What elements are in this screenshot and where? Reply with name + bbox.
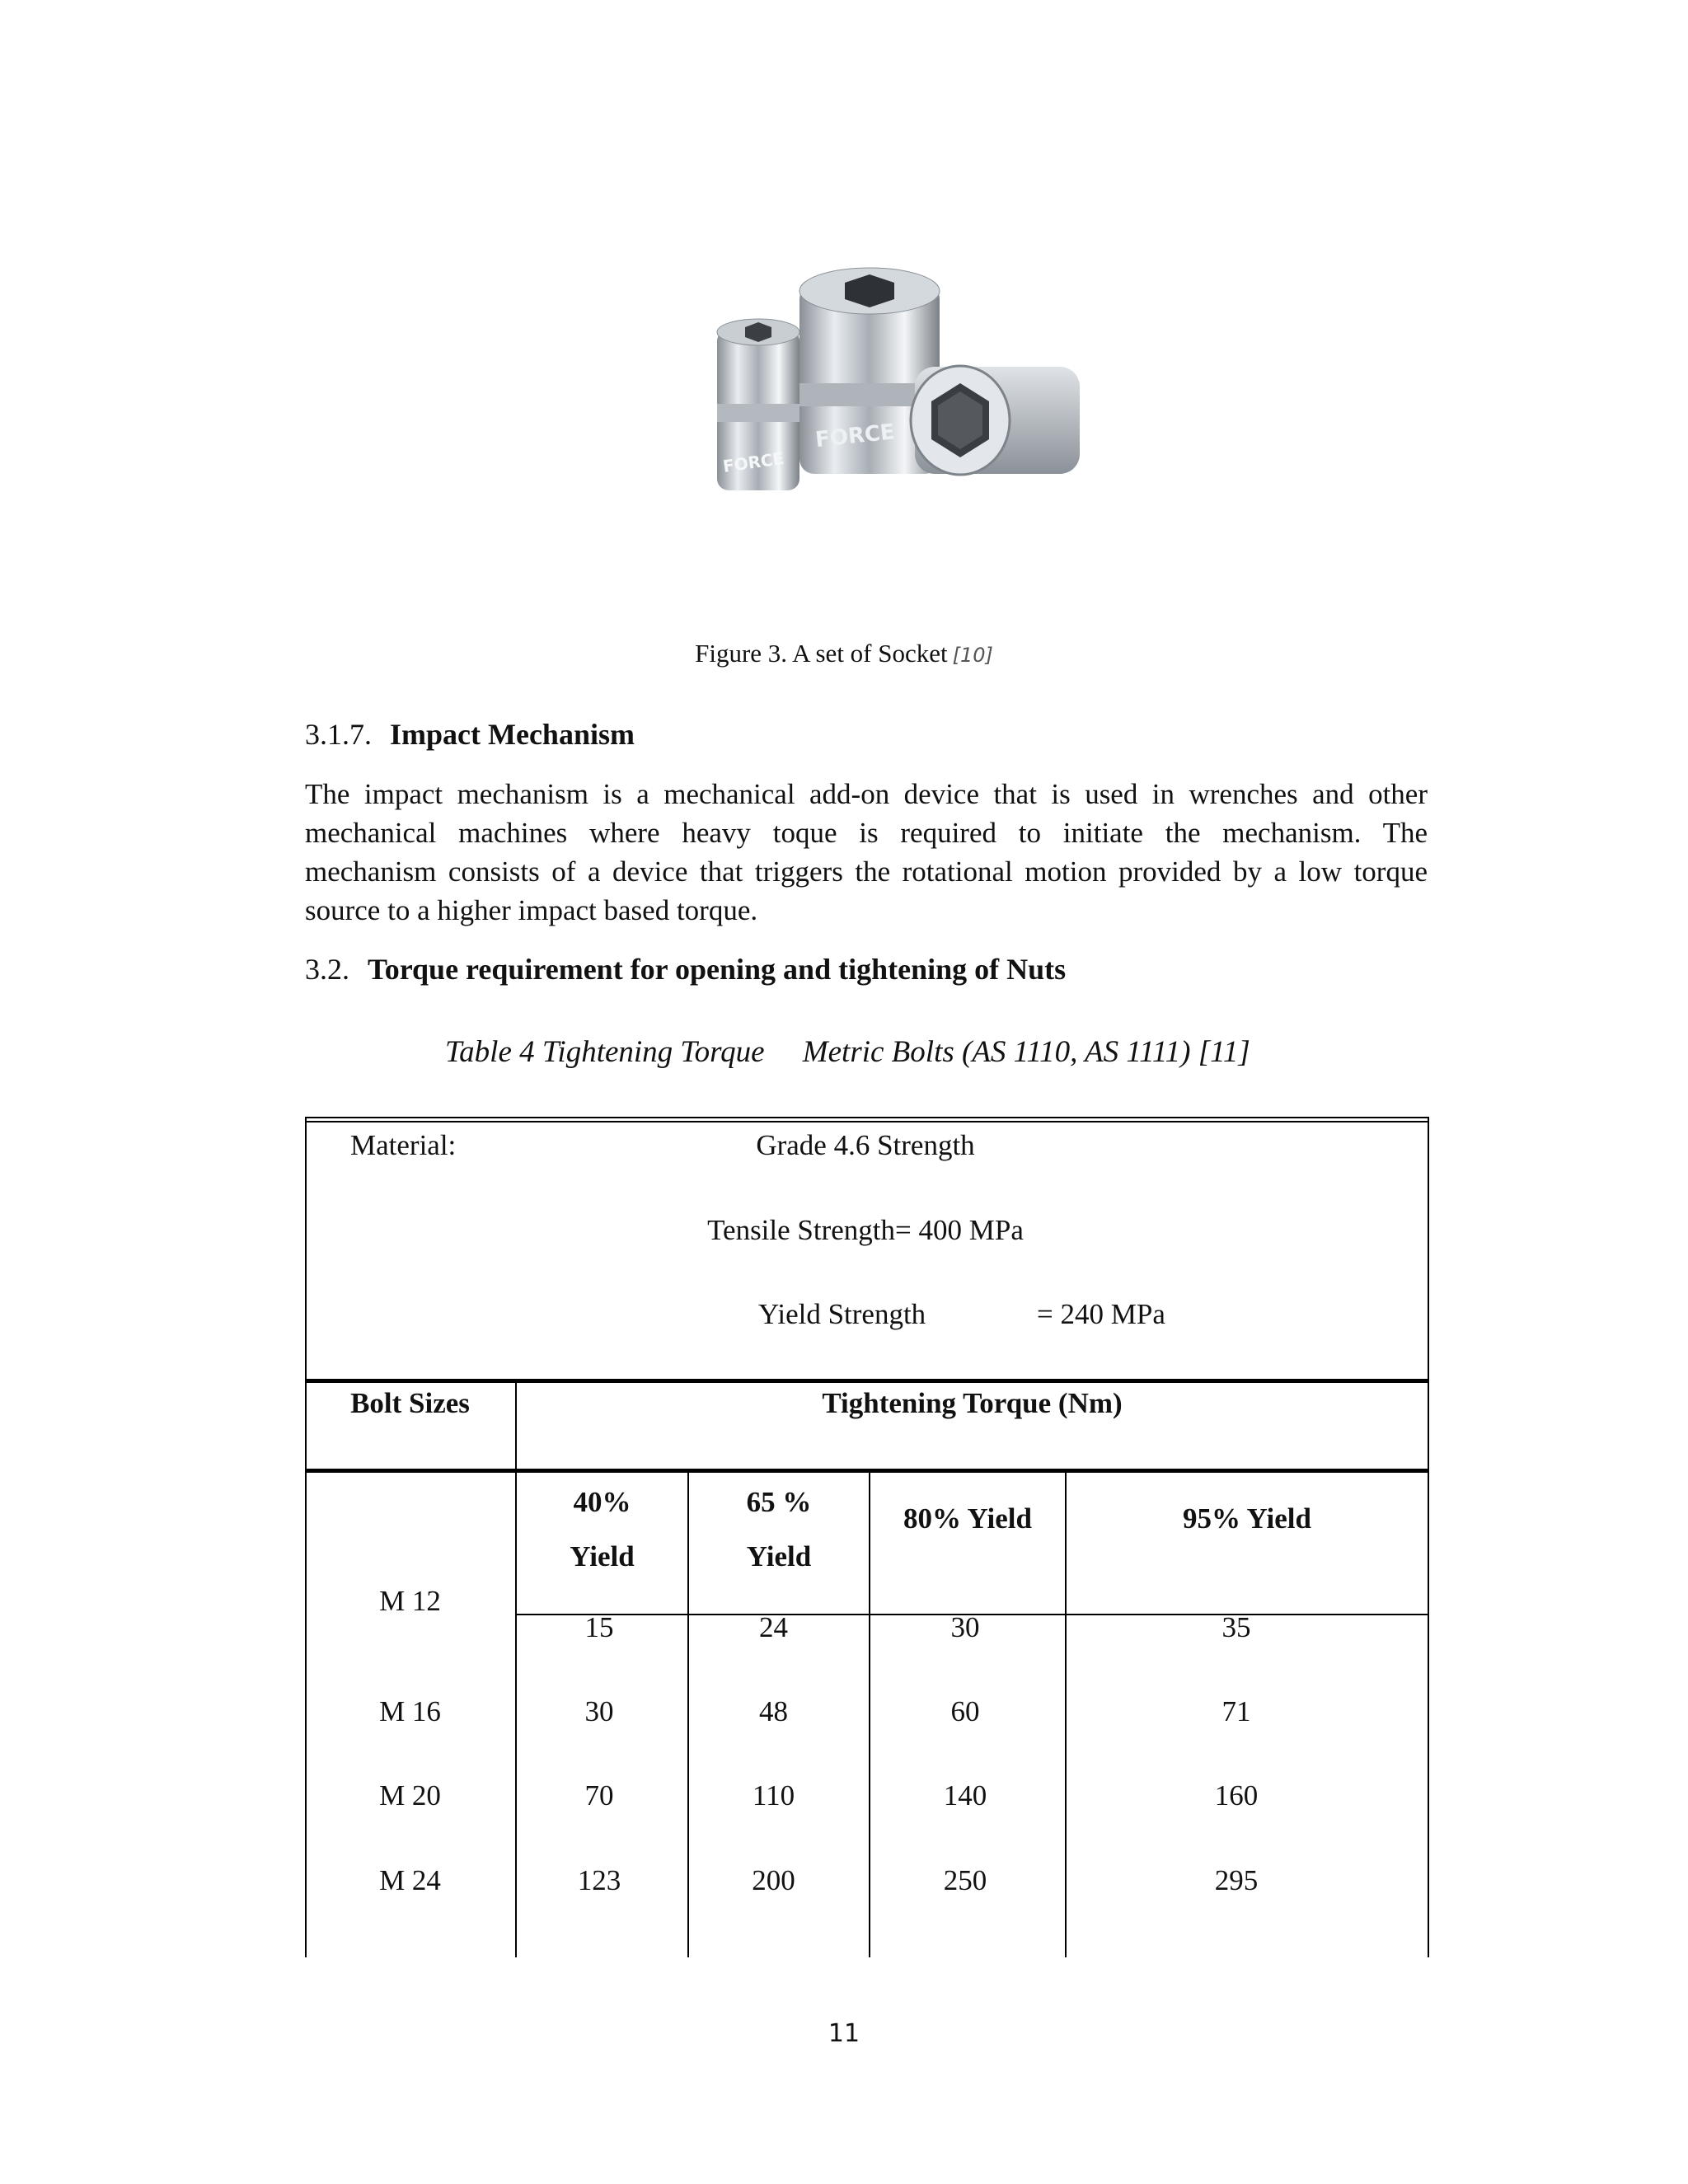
figure-caption-text: Figure 3. A set of Socket	[695, 639, 948, 668]
paragraph-line: mechanism consists of a device that triggers the rotational motion provided by a low torque	[305, 855, 1428, 888]
tensile-strength-text: Tensile Strength= 400 MPa	[707, 1214, 1024, 1246]
paragraph-line: The impact mechanism is a mechanical add-on device that is used in wrenches and other	[305, 778, 1428, 810]
torque-value: 295	[1214, 1864, 1259, 1896]
torque-value: 200	[752, 1864, 795, 1896]
paragraph-line: source to a higher impact based torque.	[305, 894, 758, 926]
yield-strength-value: = 240 MPa	[1037, 1298, 1165, 1330]
section-number: 3.1.7.	[305, 718, 372, 751]
torque-value: 250	[943, 1864, 987, 1896]
large-socket-label: FORCE	[814, 419, 897, 453]
table-rule	[305, 1121, 1429, 1122]
bolt-sizes-header: Bolt Sizes	[350, 1387, 470, 1419]
torque-value: 24	[759, 1611, 788, 1643]
col-header-95-yield: 95% Yield	[1183, 1502, 1311, 1535]
col-header-40-yield	[517, 1475, 687, 1584]
section-heading-3-2	[305, 952, 1066, 987]
col-header-line: Yield	[570, 1540, 635, 1572]
tightening-torque-header: Tightening Torque (Nm)	[822, 1387, 1123, 1419]
torque-value: 35	[1221, 1611, 1251, 1643]
table-rule	[305, 1469, 1429, 1473]
small-socket-label: FORCE	[721, 448, 785, 477]
section-title: Impact Mechanism	[390, 718, 635, 751]
page-number: 11	[828, 2019, 860, 2048]
col-header-line: 65 %	[746, 1486, 812, 1518]
torque-value: 15	[584, 1611, 614, 1643]
torque-value: 48	[759, 1695, 788, 1727]
col-header-80-yield: 80% Yield	[903, 1502, 1032, 1535]
torque-value: 30	[584, 1695, 614, 1727]
torque-value: 123	[577, 1864, 621, 1896]
paragraph-line: mechanical machines where heavy toque is required to initiate the mechanism. The	[305, 817, 1428, 849]
table-caption: Table 4 Tightening Torque Metric Bolts (AS 1110, AS 1111) [11]	[445, 1035, 1250, 1069]
section-number: 3.2.	[305, 953, 349, 986]
col-header-line: Yield	[746, 1540, 812, 1572]
col-header-65-yield	[689, 1475, 869, 1584]
figure-caption-reference: [10]	[952, 644, 993, 667]
grade-text: Grade 4.6 Strength	[756, 1129, 975, 1161]
lying-socket	[911, 366, 1080, 475]
small-socket	[717, 319, 799, 490]
bolt-size-m12: M 12	[379, 1585, 441, 1617]
material-label: Material:	[350, 1129, 457, 1161]
torque-value: 70	[584, 1779, 614, 1811]
torque-value: 110	[752, 1779, 795, 1811]
yield-strength-label: Yield Strength	[758, 1298, 926, 1330]
table-rule	[305, 1117, 307, 1957]
body-paragraph	[305, 775, 1428, 930]
socket-set-image	[692, 260, 1121, 523]
bolt-size-m24: M 24	[379, 1864, 441, 1896]
torque-value: 160	[1214, 1779, 1259, 1811]
torque-value: 71	[1221, 1695, 1251, 1727]
torque-value: 140	[943, 1779, 987, 1811]
figure-caption	[0, 639, 1688, 668]
bolt-size-m16: M 16	[379, 1695, 441, 1727]
table-rule	[305, 1117, 1429, 1118]
section-heading-3-1-7	[305, 717, 635, 752]
bolt-size-m20: M 20	[379, 1779, 441, 1811]
torque-value: 30	[950, 1611, 980, 1643]
section-title: Torque requirement for opening and tightening of Nuts	[368, 953, 1067, 986]
table-rule	[305, 1379, 1429, 1383]
col-header-line: 40%	[573, 1486, 631, 1518]
table-rule	[1428, 1117, 1429, 1957]
torque-table	[305, 1117, 1429, 1957]
torque-value: 60	[950, 1695, 980, 1727]
